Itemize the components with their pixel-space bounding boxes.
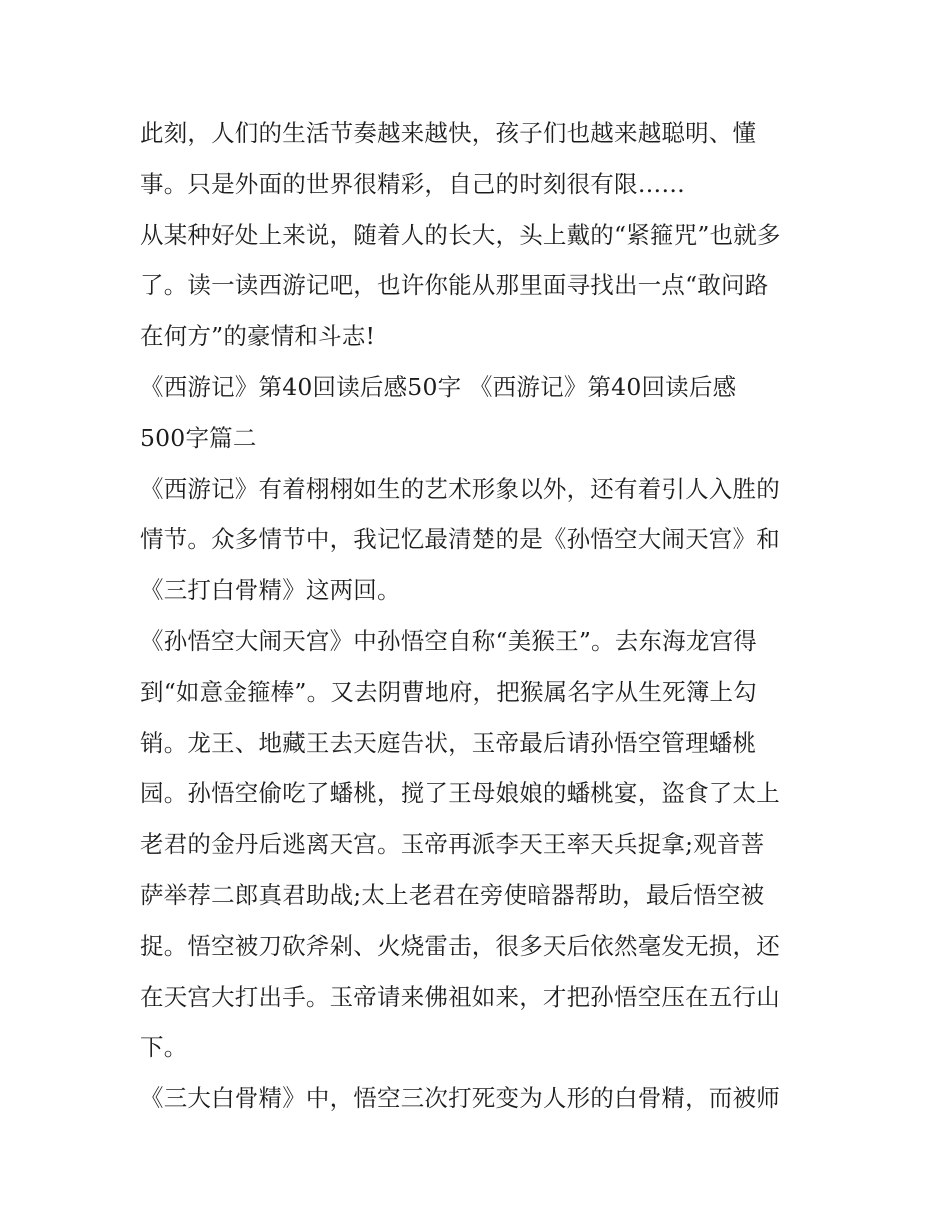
text-line: 《西游记》有着栩栩如生的艺术形象以外，还有着引人入胜的: [140, 474, 780, 503]
text-line: 此刻，人们的生活节奏越来越快，孩子们也越来越聪明、懂: [140, 119, 757, 147]
document-body: [140, 108, 830, 1124]
text-line: 情节。众多情节中，我记忆最清楚的是《孙悟空大闹天宫》和: [140, 525, 780, 554]
section-heading-line: 500字篇二: [140, 423, 257, 452]
text-line: 了。读一读西游记吧，也许你能从那里面寻找出一点“敢问路: [140, 271, 769, 300]
text-line: 下。: [140, 1033, 188, 1062]
text-line: 在天宫大打出手。玉帝请来佛祖如来，才把孙悟空压在五行山: [140, 982, 780, 1011]
text-line: 在何方”的豪情和斗志!: [140, 322, 376, 351]
text-line: 《孙悟空大闹天宫》中孙悟空自称“美猴王”。去东海龙宫得: [140, 626, 757, 655]
text-line: 《三打白骨精》这两回。: [140, 576, 401, 605]
text-line: 从某种好处上来说，随着人的长大，头上戴的“紧箍咒”也就多: [140, 220, 781, 249]
text-line: 园。孙悟空偷吃了蟠桃，搅了王母娘娘的蟠桃宴，盗食了太上: [140, 779, 780, 808]
text-line: 捉。悟空被刀砍斧剁、火烧雷击，很多天后依然毫发无损，还: [140, 931, 780, 960]
text-line: 销。龙王、地藏王去天庭告状，玉帝最后请孙悟空管理蟠桃: [140, 728, 757, 757]
text-line: 《三大白骨精》中，悟空三次打死变为人形的白骨精，而被师: [140, 1084, 780, 1113]
text-line: 到“如意金箍棒”。又去阴曹地府，把猴属名字从生死簿上勾: [140, 677, 757, 706]
text-line: 老君的金丹后逃离天宫。玉帝再派李天王率天兵捉拿;观音菩: [140, 830, 765, 859]
text-line: 萨举荐二郎真君助战;太上老君在旁使暗器帮助，最后悟空被: [140, 880, 765, 909]
text-line: 事。只是外面的世界很精彩，自己的时刻很有限……: [140, 169, 686, 198]
section-heading-line: 《西游记》第40回读后感50字 《西游记》第40回读后感: [140, 372, 737, 401]
